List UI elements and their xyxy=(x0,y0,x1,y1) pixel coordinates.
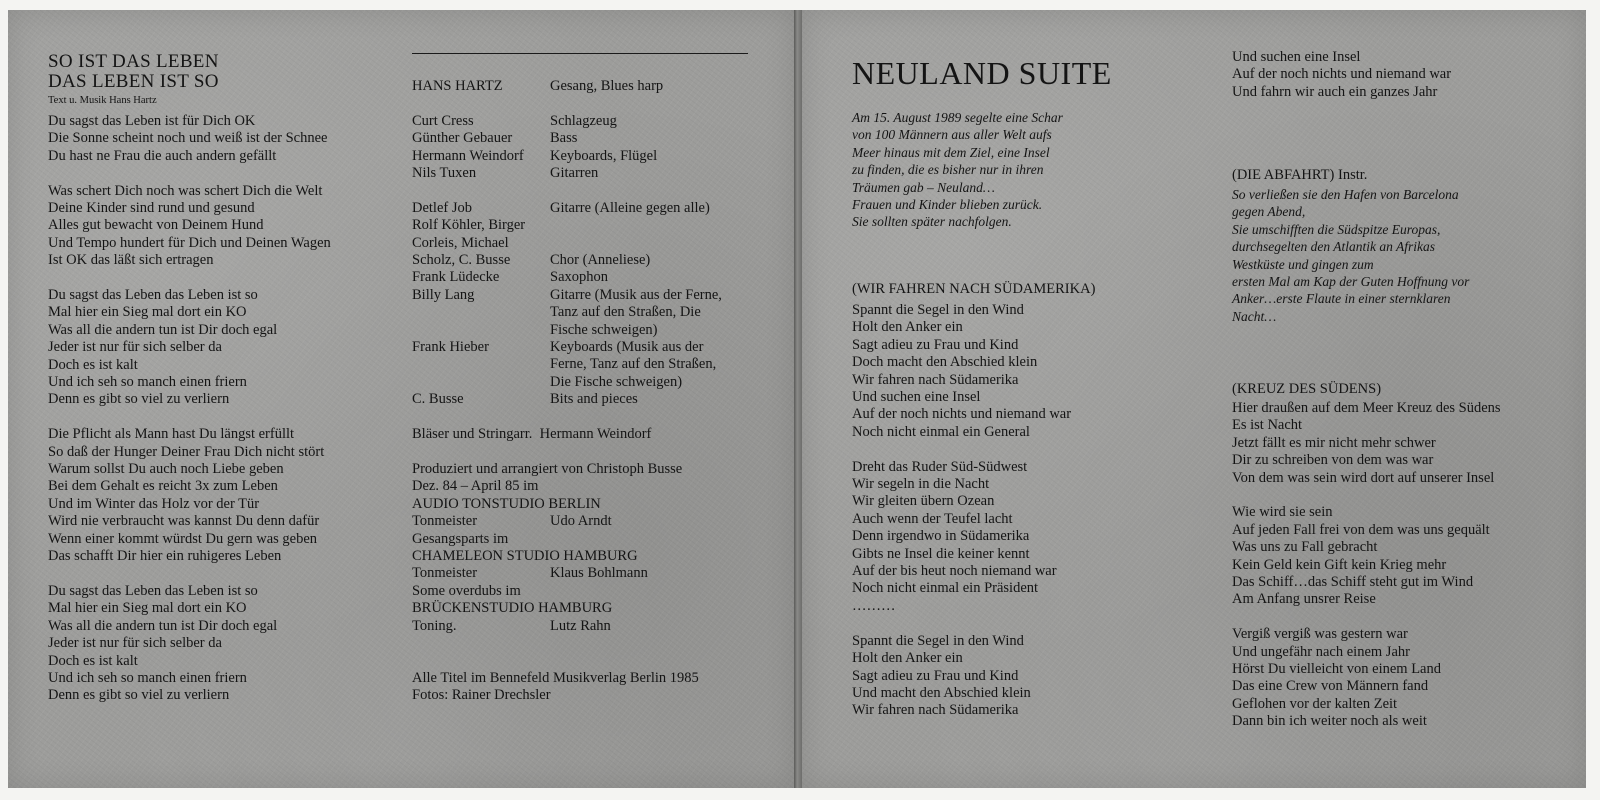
credit-role: Keyboards, Flügel xyxy=(550,147,658,164)
lyric-line: Wenn einer kommt würdst Du gern was geben xyxy=(48,530,318,547)
lyric-line: Und ich seh so manch einen friern xyxy=(48,374,247,391)
lyric-line: Und ungefähr nach einem Jahr xyxy=(1232,643,1410,660)
lyric-line: Was uns zu Fall gebracht xyxy=(1232,539,1378,556)
part1-title: (WIR FAHREN NACH SÜDAMERIKA) xyxy=(852,281,1096,297)
credit-row xyxy=(412,374,752,391)
credit-role: Saxophon xyxy=(550,269,608,286)
lyric-line: Was schert Dich noch was schert Dich die Welt xyxy=(48,182,323,199)
lyric-line: Jeder ist nur für sich selber da xyxy=(48,339,222,356)
lyric-line: Jetzt fällt es mir nicht mehr schwer xyxy=(1232,434,1436,451)
lyric-line: Ist OK das läßt sich ertragen xyxy=(48,252,214,269)
credits-divider xyxy=(412,53,748,54)
credit-row xyxy=(412,322,752,339)
narration-line: ersten Mal am Kap der Guten Hoffnung vor xyxy=(1232,274,1470,290)
lyric-line: Hier draußen auf dem Meer Kreuz des Südens xyxy=(1232,400,1501,416)
intro-line: Am 15. August 1989 segelte eine Schar xyxy=(852,110,1063,125)
lyric-line: Du sagst das Leben ist für Dich OK xyxy=(48,113,256,129)
part1-lyrics-continued xyxy=(1232,49,1451,101)
credit-name: Tonmeister xyxy=(412,565,478,582)
credit-role: Gesang, Blues harp xyxy=(550,78,664,94)
publisher-credit: Alle Titel im Bennefeld Musikverlag Berlin 1985 xyxy=(412,669,699,686)
credit-role: Gitarre (Musik aus der Ferne, xyxy=(550,286,722,303)
credit-name xyxy=(412,356,550,373)
credit-row xyxy=(412,391,752,408)
part2-text xyxy=(1232,186,1469,325)
credit-row xyxy=(412,113,752,130)
credit-name: Hermann Weindorf xyxy=(412,147,524,164)
credit-role xyxy=(550,235,752,252)
lyric-line: Geflohen vor der kalten Zeit xyxy=(1232,695,1398,712)
lyric-line: Was all die andern tun ist Dir doch egal xyxy=(48,321,278,338)
lyric-line: Was all die andern tun ist Dir doch egal xyxy=(48,617,278,634)
credit-role: Udo Arndt xyxy=(550,513,612,530)
credit-name: HANS HARTZ xyxy=(412,78,503,94)
lyric-line: Und Tempo hundert für Dich und Deinen Wagen xyxy=(48,234,331,251)
credit-row xyxy=(412,304,752,321)
lyric-line: Alles gut bewacht von Deinem Hund xyxy=(48,217,264,234)
credit-row-lead xyxy=(412,78,752,95)
credit-row xyxy=(412,130,752,147)
credit-role: Die Fische schweigen) xyxy=(550,373,683,390)
credit-role: Bits and pieces xyxy=(550,391,638,408)
credit-name: Toning. xyxy=(412,617,457,634)
narration-line: Westküste und gingen zum xyxy=(1232,256,1374,272)
lyric-line: Es ist Nacht xyxy=(1232,417,1303,434)
credit-row xyxy=(412,583,752,600)
credit-role: Chor (Anneliese) xyxy=(550,252,651,269)
lyric-line: Doch es ist kalt xyxy=(48,356,138,373)
credit-name xyxy=(412,304,550,321)
credit-row xyxy=(412,548,752,565)
lyric-line: Denn irgendwo in Südamerika xyxy=(852,528,1030,545)
credit-name: Frank Lüdecke xyxy=(412,269,500,286)
credit-role: Fische schweigen) xyxy=(550,321,658,338)
credit-name: Gesangsparts im xyxy=(412,530,509,547)
intro-line: Träumen gab – Neuland… xyxy=(852,179,995,195)
lyric-line: ……… xyxy=(852,597,896,614)
lyric-line: Und fahrn wir auch ein ganzes Jahr xyxy=(1232,83,1438,100)
lyric-line: Gibts ne Insel die keiner kennt xyxy=(852,545,1030,562)
lyric-line: Wie wird sie sein xyxy=(1232,504,1333,521)
credit-row xyxy=(412,600,752,617)
lyric-line: Du hast ne Frau die auch andern gefällt xyxy=(48,147,277,164)
lyric-line: Von dem was sein wird dort auf unserer Insel xyxy=(1232,469,1495,486)
lyric-line: Dreht das Ruder Süd-Südwest xyxy=(852,458,1028,475)
credit-name xyxy=(412,374,550,391)
intro-line: von 100 Männern aus aller Welt aufs xyxy=(852,127,1052,143)
lyric-line: Auch wenn der Teufel lacht xyxy=(852,510,1013,527)
intro-line: Sie sollten später nachfolgen. xyxy=(852,214,1012,230)
lyric-line: Wird nie verbraucht was kannst Du denn dafür xyxy=(48,513,320,530)
lyric-line: So daß der Hunger Deiner Frau Dich nicht stört xyxy=(48,443,325,460)
song-credit: Text u. Musik Hans Hartz xyxy=(48,95,157,106)
lyric-line: Und ich seh so manch einen friern xyxy=(48,669,247,686)
narration-line: gegen Abend, xyxy=(1232,204,1306,220)
part1-lyrics xyxy=(852,302,1071,720)
lyric-line: Holt den Anker ein xyxy=(852,319,963,336)
intro-line: Meer hinaus mit dem Ziel, eine Insel xyxy=(852,144,1050,160)
song-lyrics xyxy=(48,113,331,705)
arrangement-credit: Bläser und Stringarr. Hermann Weindorf xyxy=(412,426,652,443)
lyric-line: Kein Geld kein Gift kein Krieg mehr xyxy=(1232,556,1447,573)
lyric-line: Das Schiff…das Schiff steht gut im Wind xyxy=(1232,574,1474,591)
lyric-line: Denn es gibt so viel zu verliern xyxy=(48,391,230,408)
lyric-line: Dir zu schreiben von dem was war xyxy=(1232,452,1434,469)
lyric-line: Du sagst das Leben das Leben ist so xyxy=(48,287,258,304)
credits-block xyxy=(412,78,752,705)
lyric-line: Bei dem Gehalt es reicht 3x zum Leben xyxy=(48,478,278,495)
guest-list xyxy=(412,200,752,409)
credit-name: Tonmeister xyxy=(412,513,478,530)
credit-role: Keyboards (Musik aus der xyxy=(550,339,704,356)
lyric-line: Und suchen eine Insel xyxy=(1232,49,1361,65)
credit-row xyxy=(412,496,752,513)
lyric-line: Auf der noch nichts und niemand war xyxy=(852,406,1072,423)
lyric-line: Das schafft Dir hier ein ruhigeres Leben xyxy=(48,548,282,565)
suite-title: NEULAND SUITE xyxy=(852,55,1112,91)
suite-intro xyxy=(852,109,1063,231)
credit-name: Günther Gebauer xyxy=(412,130,513,147)
narration-line: Sie umschifften die Südspitze Europas, xyxy=(1232,221,1441,237)
credit-row xyxy=(412,252,752,269)
credit-role: Lutz Rahn xyxy=(550,617,611,634)
credit-name xyxy=(412,322,550,339)
credit-name: Billy Lang xyxy=(412,286,475,303)
lyric-line: Auf der noch nichts und niemand war xyxy=(1232,66,1452,83)
band-list xyxy=(412,113,752,183)
lyric-line: Sagt adieu zu Frau und Kind xyxy=(852,336,1019,353)
lyric-line: Am Anfang unsrer Reise xyxy=(1232,591,1376,608)
lyric-line: Spannt die Segel in den Wind xyxy=(852,302,1024,318)
credit-role: Gitarre (Alleine gegen alle) xyxy=(550,199,710,216)
lyric-line: Und suchen eine Insel xyxy=(852,389,981,406)
credit-row xyxy=(412,531,752,548)
credit-role xyxy=(550,583,752,600)
credit-name: Nils Tuxen xyxy=(412,165,477,182)
credit-name: Some overdubs im xyxy=(412,582,521,599)
credit-row xyxy=(412,461,752,478)
credit-row xyxy=(412,618,752,635)
narration-line: Nacht… xyxy=(1232,308,1277,324)
credit-role: Tanz auf den Straßen, Die xyxy=(550,304,701,321)
credit-row xyxy=(412,235,752,252)
lyric-line: Wir fahren nach Südamerika xyxy=(852,371,1019,388)
credit-text: Produziert und arrangiert von Christoph Busse xyxy=(412,460,683,477)
credit-row xyxy=(412,478,752,495)
lyric-line: Auf der bis heut noch niemand war xyxy=(852,563,1057,580)
lyric-line: Hörst Du vielleicht von einem Land xyxy=(1232,661,1441,678)
credit-row xyxy=(412,148,752,165)
credit-text: CHAMELEON STUDIO HAMBURG xyxy=(412,547,638,564)
credit-role: Gitarren xyxy=(550,165,599,182)
credit-name: Detlef Job xyxy=(412,199,472,216)
lyric-line: Wir gleiten übern Ozean xyxy=(852,493,995,510)
lyric-line: Deine Kinder sind rund und gesund xyxy=(48,200,255,217)
part2-title: (DIE ABFAHRT) Instr. xyxy=(1232,167,1368,183)
song-title-line-2: DAS LEBEN IST SO xyxy=(48,71,219,92)
lyric-line: Spannt die Segel in den Wind xyxy=(852,632,1024,649)
lyric-line: Dann bin ich weiter noch als weit xyxy=(1232,713,1427,730)
lyric-line: Auf jeden Fall frei von dem was uns gequält xyxy=(1232,521,1490,538)
credit-role xyxy=(550,217,752,234)
lyric-line: Doch es ist kalt xyxy=(48,652,138,669)
credit-text: Dez. 84 – April 85 im xyxy=(412,478,539,495)
lyric-line: Denn es gibt so viel zu verliern xyxy=(48,687,230,704)
lyric-line: Wir fahren nach Südamerika xyxy=(852,702,1019,719)
credit-row xyxy=(412,269,752,286)
intro-line: zu finden, die es bisher nur in ihren xyxy=(852,162,1044,178)
narration-line: durchsegelten den Atlantik an Afrikas xyxy=(1232,239,1435,255)
lyric-line: Sagt adieu zu Frau und Kind xyxy=(852,667,1019,684)
credit-row xyxy=(412,217,752,234)
credit-row xyxy=(412,356,752,373)
lyric-line: Warum sollst Du auch noch Liebe geben xyxy=(48,461,284,478)
lyric-line: Die Sonne scheint noch und weiß ist der Schnee xyxy=(48,130,328,147)
lyric-line: Holt den Anker ein xyxy=(852,650,963,667)
credit-name: C. Busse xyxy=(412,391,464,408)
credit-row xyxy=(412,565,752,582)
credit-role: Bass xyxy=(550,130,578,147)
credit-name: Rolf Köhler, Birger xyxy=(412,217,526,234)
lyric-line: Das eine Crew von Männern fand xyxy=(1232,678,1429,695)
credit-name: Corleis, Michael xyxy=(412,234,509,251)
intro-line: Frauen und Kinder blieben zurück. xyxy=(852,197,1043,213)
lyric-line: Noch nicht einmal ein General xyxy=(852,423,1030,440)
lyric-line: Mal hier ein Sieg mal dort ein KO xyxy=(48,600,247,617)
lyric-line: Die Pflicht als Mann hast Du längst erfüllt xyxy=(48,426,295,443)
lyric-line: Noch nicht einmal ein Präsident xyxy=(852,580,1039,597)
lyric-line: Mal hier ein Sieg mal dort ein KO xyxy=(48,304,247,321)
credit-row xyxy=(412,200,752,217)
narration-line: So verließen sie den Hafen von Barcelona xyxy=(1232,187,1459,202)
credit-name: Frank Hieber xyxy=(412,339,489,356)
song-title-line-1: SO IST DAS LEBEN xyxy=(48,51,219,72)
photo-credit: Fotos: Rainer Drechsler xyxy=(412,687,551,704)
credit-role: Klaus Bohlmann xyxy=(550,565,648,582)
lyric-line: Jeder ist nur für sich selber da xyxy=(48,635,222,652)
song-header xyxy=(48,52,219,108)
credit-row xyxy=(412,287,752,304)
lyric-line: Doch macht den Abschied klein xyxy=(852,354,1038,371)
lyric-line: Und macht den Abschied klein xyxy=(852,684,1031,701)
suite-title-wrap xyxy=(852,56,1112,90)
credit-row xyxy=(412,513,752,530)
credit-row xyxy=(412,339,752,356)
lyric-line: Wir segeln in die Nacht xyxy=(852,476,990,493)
credit-text: BRÜCKENSTUDIO HAMBURG xyxy=(412,600,613,617)
booklet-fold xyxy=(794,10,802,788)
production-list xyxy=(412,461,752,635)
credit-role xyxy=(550,531,752,548)
part3-title: (KREUZ DES SÜDENS) xyxy=(1232,381,1382,397)
part3-lyrics xyxy=(1232,400,1501,731)
credit-role: Ferne, Tanz auf den Straßen, xyxy=(550,356,717,373)
credit-name: Scholz, C. Busse xyxy=(412,252,511,269)
narration-line: Anker…erste Flaute in einer sternklaren xyxy=(1232,291,1451,307)
credit-role: Schlagzeug xyxy=(550,112,617,129)
lyric-line: Du sagst das Leben das Leben ist so xyxy=(48,582,258,599)
credit-text: AUDIO TONSTUDIO BERLIN xyxy=(412,495,601,512)
credit-row xyxy=(412,165,752,182)
lyric-line: Vergiß vergiß was gestern war xyxy=(1232,626,1408,643)
credit-name: Curt Cress xyxy=(412,112,474,129)
lyric-line: Und im Winter das Holz vor der Tür xyxy=(48,495,260,512)
